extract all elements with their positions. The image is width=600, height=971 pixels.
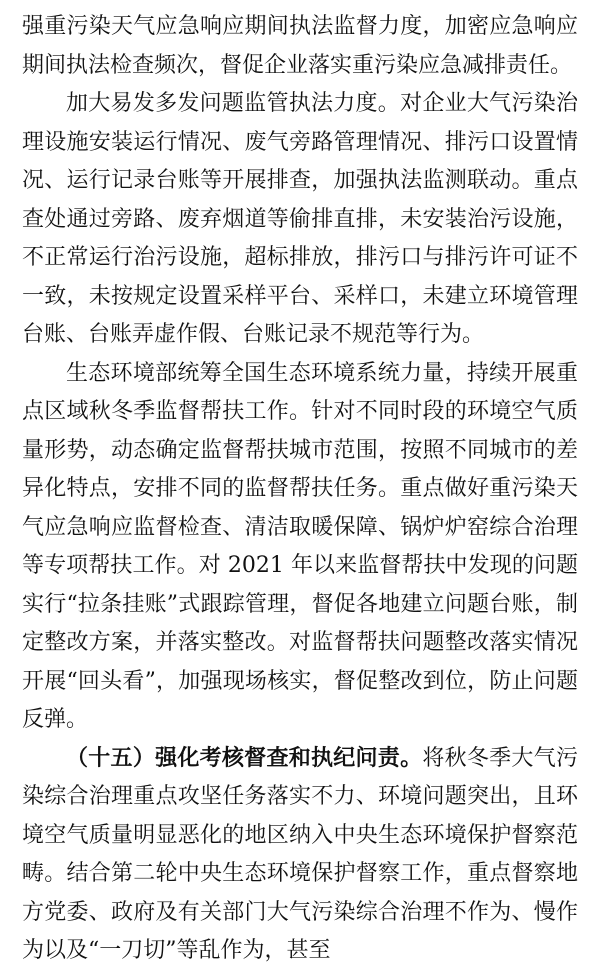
- paragraph-text: 生态环境部统筹全国生态环境系统力量，持续开展重点区域秋冬季监督帮扶工作。针对不同时段的环境空气质量形势，动态确定监督帮扶城市范围，按照不同城市的差异化特点，安排不同的监督帮扶任务。重点做好重污染天气应急响应监督检查、清洁取暖保障、锅炉炉窑综合治理等专项帮扶工作。对 2021 年以来监督帮扶中发现的问题实行“拉条挂账”式跟踪管理，督促各地建立问题台账，制定整改方案，并落实整改。对监督帮扶问题整改落实情况开展“回头看”，加强现场核实，督促整改到位，防止问题反弹。: [22, 360, 578, 732]
- paragraph-text: 加大易发多发问题监管执法力度。对企业大气污染治理设施安装运行情况、废气旁路管理情况、排污口设置情况、运行记录台账等开展排查，加强执法监测联动。重点查处通过旁路、废弃烟道等偷排直排，未安装治污设施，不正常运行治污设施，超标排放，排污口与排污许可证不一致，未按规定设置采样平台、采样口，未建立环境管理台账、台账弄虚作假、台账记录不规范等行为。: [22, 91, 578, 347]
- paragraph-supervision-assistance: [22, 355, 578, 740]
- paragraph-enforcement-continuation: [22, 8, 578, 85]
- paragraph-frequent-issues: [22, 85, 578, 355]
- document-page: [22, 8, 578, 971]
- paragraph-assessment-accountability: [22, 740, 578, 971]
- section-heading: （十五）强化考核督查和执纪问责。: [66, 745, 423, 771]
- paragraph-text: 将秋冬季大气污染综合治理重点攻坚任务落实不力、环境问题突出，且环境空气质量明显恶化的地区纳入中央生态环境保护督察范畴。结合第二轮中央生态环境保护督察工作，重点督察地方党委、政府及有关部门大气污染综合治理不作为、慢作为以及“一刀切”等乱作为，甚至: [22, 745, 578, 963]
- paragraph-text: 强重污染天气应急响应期间执法监督力度，加密应急响应期间执法检查频次，督促企业落实重污染应急减排责任。: [22, 14, 578, 78]
